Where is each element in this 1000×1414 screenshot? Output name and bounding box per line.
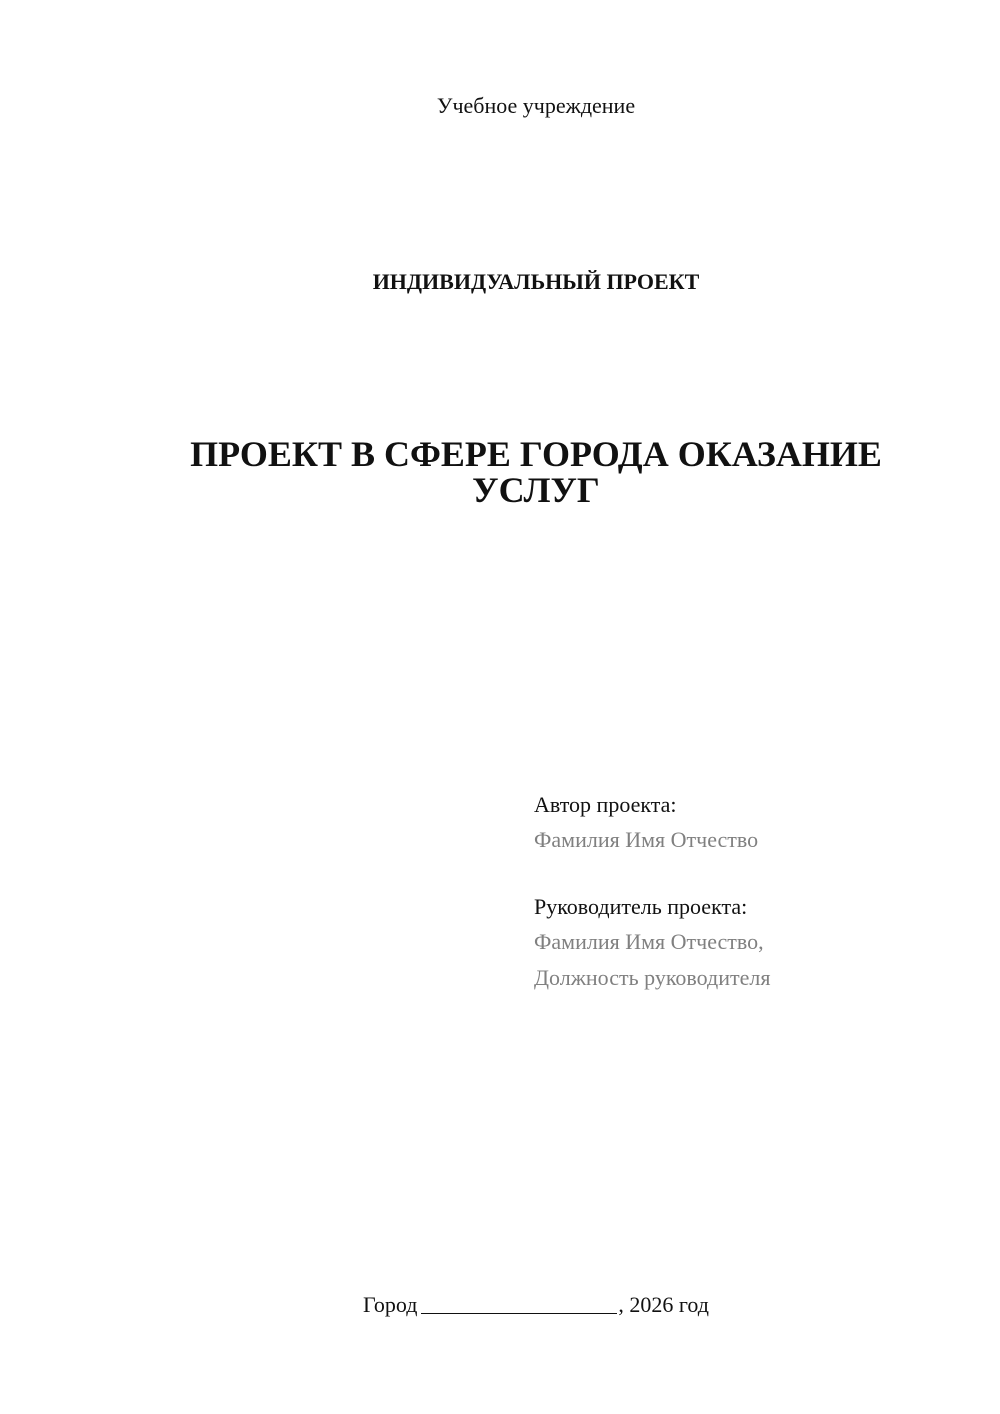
supervisor-name: Фамилия Имя Отчество, bbox=[534, 929, 764, 954]
document-type: ИНДИВИДУАЛЬНЫЙ ПРОЕКТ bbox=[372, 269, 700, 294]
project-title-line-2: УСЛУГ bbox=[472, 470, 600, 510]
author-block bbox=[534, 788, 974, 858]
supervisor-block bbox=[534, 890, 974, 996]
footer-city-year bbox=[72, 1290, 1000, 1320]
supervisor-label: Руководитель проекта: bbox=[534, 894, 748, 919]
project-title-line-1: ПРОЕКТ В СФЕРЕ ГОРОДА ОКАЗАНИЕ bbox=[190, 434, 882, 474]
year-text: , 2026 год bbox=[618, 1292, 709, 1317]
credits-block bbox=[534, 788, 974, 996]
project-title bbox=[72, 436, 1000, 508]
city-blank-line bbox=[421, 1293, 617, 1314]
author-name: Фамилия Имя Отчество bbox=[534, 827, 759, 852]
author-label: Автор проекта: bbox=[534, 792, 677, 817]
institution-name: Учебное учреждение bbox=[436, 93, 636, 118]
supervisor-position: Должность руководителя bbox=[534, 965, 771, 990]
city-label: Город bbox=[363, 1292, 418, 1317]
